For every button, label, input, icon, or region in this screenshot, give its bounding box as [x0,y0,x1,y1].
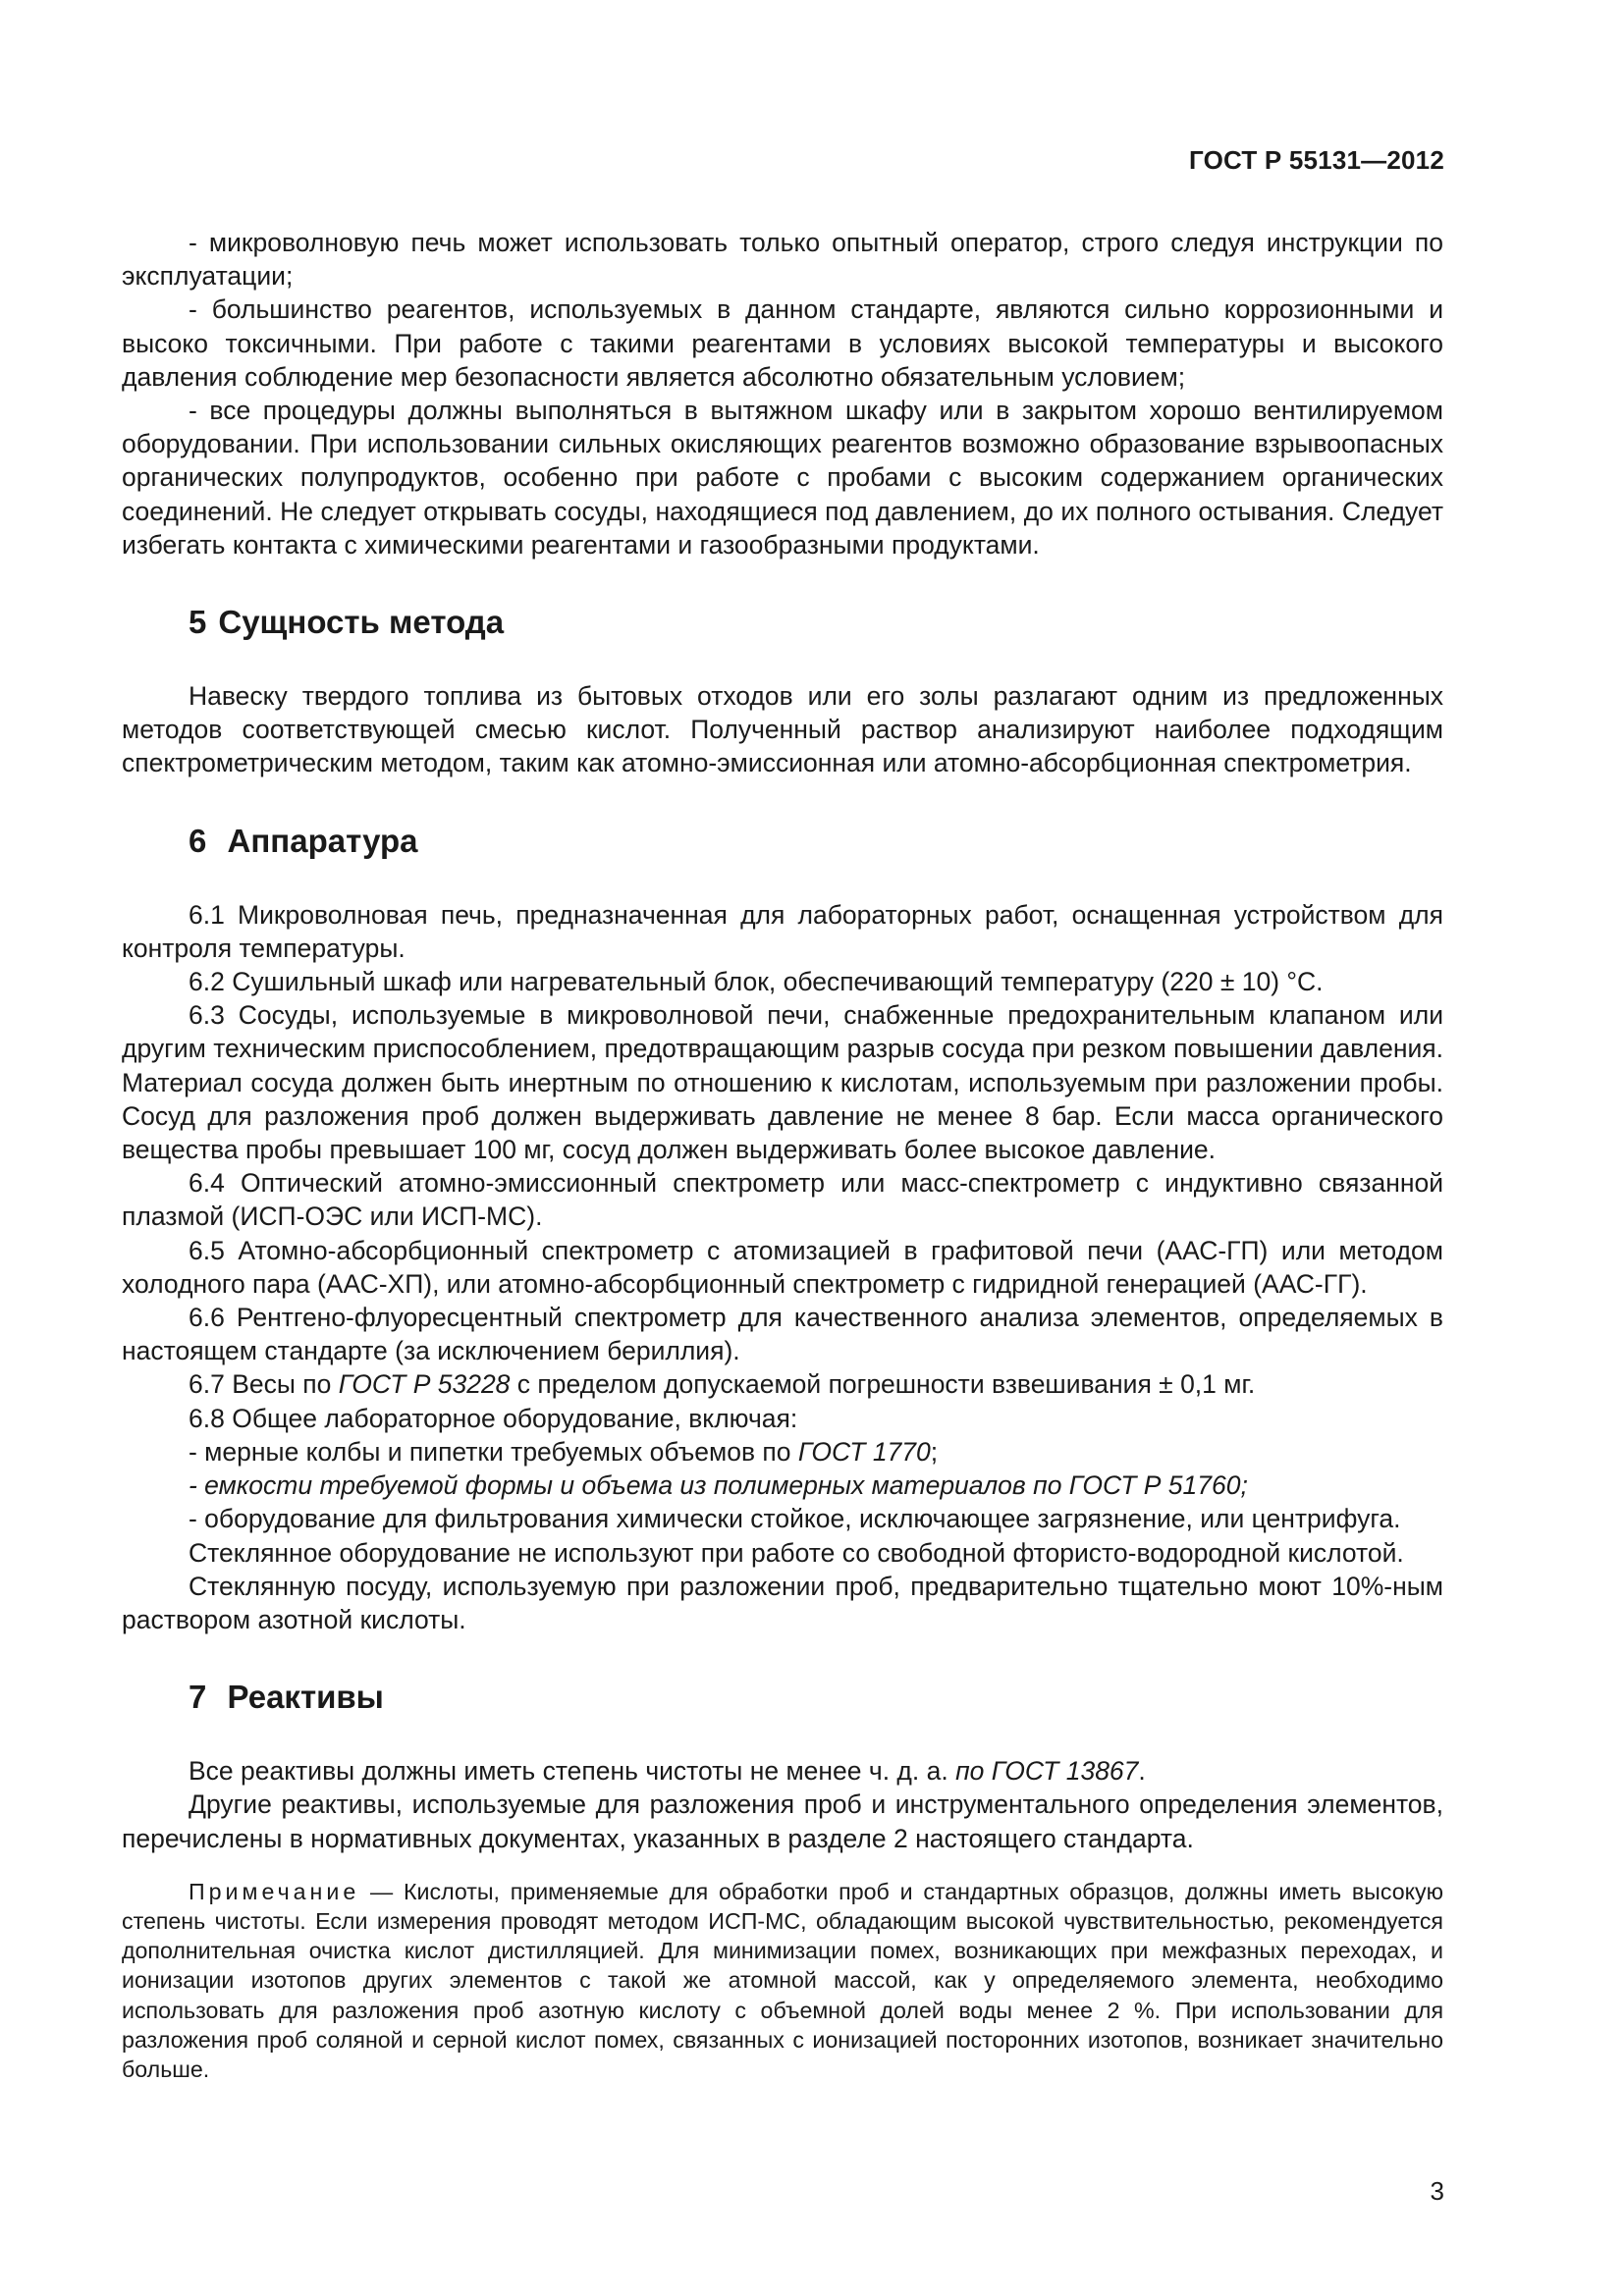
clause-6-1: 6.1 Микроволновая печь, предназначенная для лабораторных работ, оснащенная устройством для контроля температуры. [122,899,1443,963]
clause-6-7 [122,1367,1443,1401]
intro-paragraph-1: - микроволновую печь может использовать только опытный оператор, строго следуя инструкции по эксплуатации; [122,228,1443,292]
section-7-paragraph-1-text: Все реактивы должны иметь степень чистоты не менее ч. д. а. [189,1756,956,1787]
note-label: Примечание [189,1878,360,1904]
section-6-number: 6 [189,822,207,859]
intro-paragraph-2: - большинство реагентов, используемых в данном стандарте, являются сильно коррозионными и высоко токсичными. При работе с такими реагентами в условиях высокой температуры и высокого давления соблюдение мер безопасности является абсолютно обязательным условием; [122,294,1443,392]
equipment-item-containers-text: - емкости требуемой формы и объема из полимерных материалов по ГОСТ Р 51760; [189,1470,1248,1501]
note-block [122,1877,1443,2084]
equipment-item-flasks-end: ; [930,1436,939,1467]
equipment-item-flasks-text: - мерные колбы и пипетки требуемых объемов по [189,1436,798,1467]
section-6-title: Аппаратура [227,822,418,859]
glassware-note-2: Стеклянную посуду, используемую при разложении проб, предварительно тщательно моют 10%-ным раствором азотной кислоты. [122,1571,1443,1634]
intro-paragraph-3: - все процедуры должны выполняться в вытяжном шкафу или в закрытом хорошо вентилируемом оборудовании. При использовании сильных окисляющих реагентов возможно образование взрывоопасных органических полупродуктов, особенно при работе с пробами с высоким содержанием органических соединений. Не следует открывать сосуды, находящиеся под давлением, до их полного остывания. Следует избегать контакта с химическими реагентами и газообразными продуктами. [122,396,1443,560]
clause-6-8: 6.8 Общее лабораторное оборудование, включая: [189,1403,798,1433]
section-5-number: 5 [189,604,207,641]
equipment-item-flasks-reference: ГОСТ 1770 [797,1436,931,1467]
document-code-header: ГОСТ Р 55131—2012 [1189,145,1444,175]
section-7-title: Реактивы [227,1679,384,1716]
clause-6-6: 6.6 Рентгено-флуоресцентный спектрометр для качественного анализа элементов, определяемых в настоящем стандарте (за исключением бериллия). [122,1303,1443,1366]
page-number: 3 [1430,2176,1444,2206]
note-text: — Кислоты, применяемые для обработки проб и стандартных образцов, должны иметь высокую степень чистоты. Если измерения проводят методом ИСП-МС, обладающим высокой чувствительностью, рекомендуется дополнительная очистка кислот дистилляцией. Для минимизации помех, возникающих при межфазных переходах, и ионизации изотопов других элементов с такой же атомной массой, как у определяемого элемента, необходимо использовать для разложения проб азотную кислоту с объемной долей воды менее 2 %. При использовании для разложения проб соляной и серной кислот помех, связанных с ионизацией посторонних изотопов, возникает значительно больше. [122,1878,1443,2082]
clause-6-2: 6.2 Сушильный шкаф или нагревательный блок, обеспечивающий температуру (220 ± 10) °С. [189,967,1324,997]
glassware-note-1: Стеклянное оборудование не используют при работе со свободной фтористо-водородной кислотой. [189,1537,1404,1568]
clause-6-3: 6.3 Сосуды, используемые в микроволновой печи, снабженные предохранительным клапаном или другим техническим приспособлением, предотвращающим разрыв сосуда при резком повышении давления. Материал сосуда должен быть инертным по отношению к кислотам, используемым при разложении пробы. Сосуд для разложения проб должен выдерживать давление не менее 8 бар. Если масса органического вещества пробы превышает 100 мг, сосуд должен выдерживать более высокое давление. [122,1000,1444,1165]
document-body [122,226,1443,2084]
section-7-paragraph-1-end: . [1138,1756,1146,1787]
clause-6-7-text-b: с пределом допускаемой погрешности взвешивания ± 0,1 мг. [510,1369,1256,1400]
section-5-title: Сущность метода [218,604,505,641]
section-7-paragraph-2: Другие реактивы, используемые для разложения проб и инструментального определения элементов, перечислены в нормативных документах, указанных в разделе 2 настоящего стандарта. [122,1789,1443,1853]
equipment-item-filtration: - оборудование для фильтрования химически стойкое, исключающее загрязнение, или центрифуга. [189,1504,1401,1534]
section-7-number: 7 [189,1679,207,1716]
clause-6-7-text-a: 6.7 Весы по [189,1369,339,1400]
equipment-item-flasks [122,1435,1443,1468]
section-6-heading [189,822,1443,861]
clause-6-5: 6.5 Атомно-абсорбционный спектрометр с атомизацией в графитовой печи (ААС-ГП) или методом холодного пара (ААС-ХП), или атомно-абсорбционный спектрометр с гидридной генерацией (ААС-ГГ). [122,1235,1443,1299]
section-5-heading [189,603,1443,642]
section-7-paragraph-1 [122,1754,1443,1788]
section-5-paragraph: Навеску твердого топлива из бытовых отходов или его золы разлагают одним из предложенных методов соответствующей смесью кислот. Полученный раствор анализируют наиболее подходящим спектрометрическим методом, таким как атомно-эмиссионная или атомно-абсорбционная спектрометрия. [122,681,1443,778]
clause-6-4: 6.4 Оптический атомно-эмиссионный спектрометр или масс-спектрометр с индуктивно связанной плазмой (ИСП-ОЭС или ИСП-МС). [122,1168,1443,1232]
clause-6-7-reference: ГОСТ Р 53228 [338,1369,511,1400]
equipment-item-containers [122,1468,1443,1502]
section-7-heading [189,1678,1443,1717]
section-7-paragraph-1-reference: по ГОСТ 13867 [955,1756,1139,1787]
